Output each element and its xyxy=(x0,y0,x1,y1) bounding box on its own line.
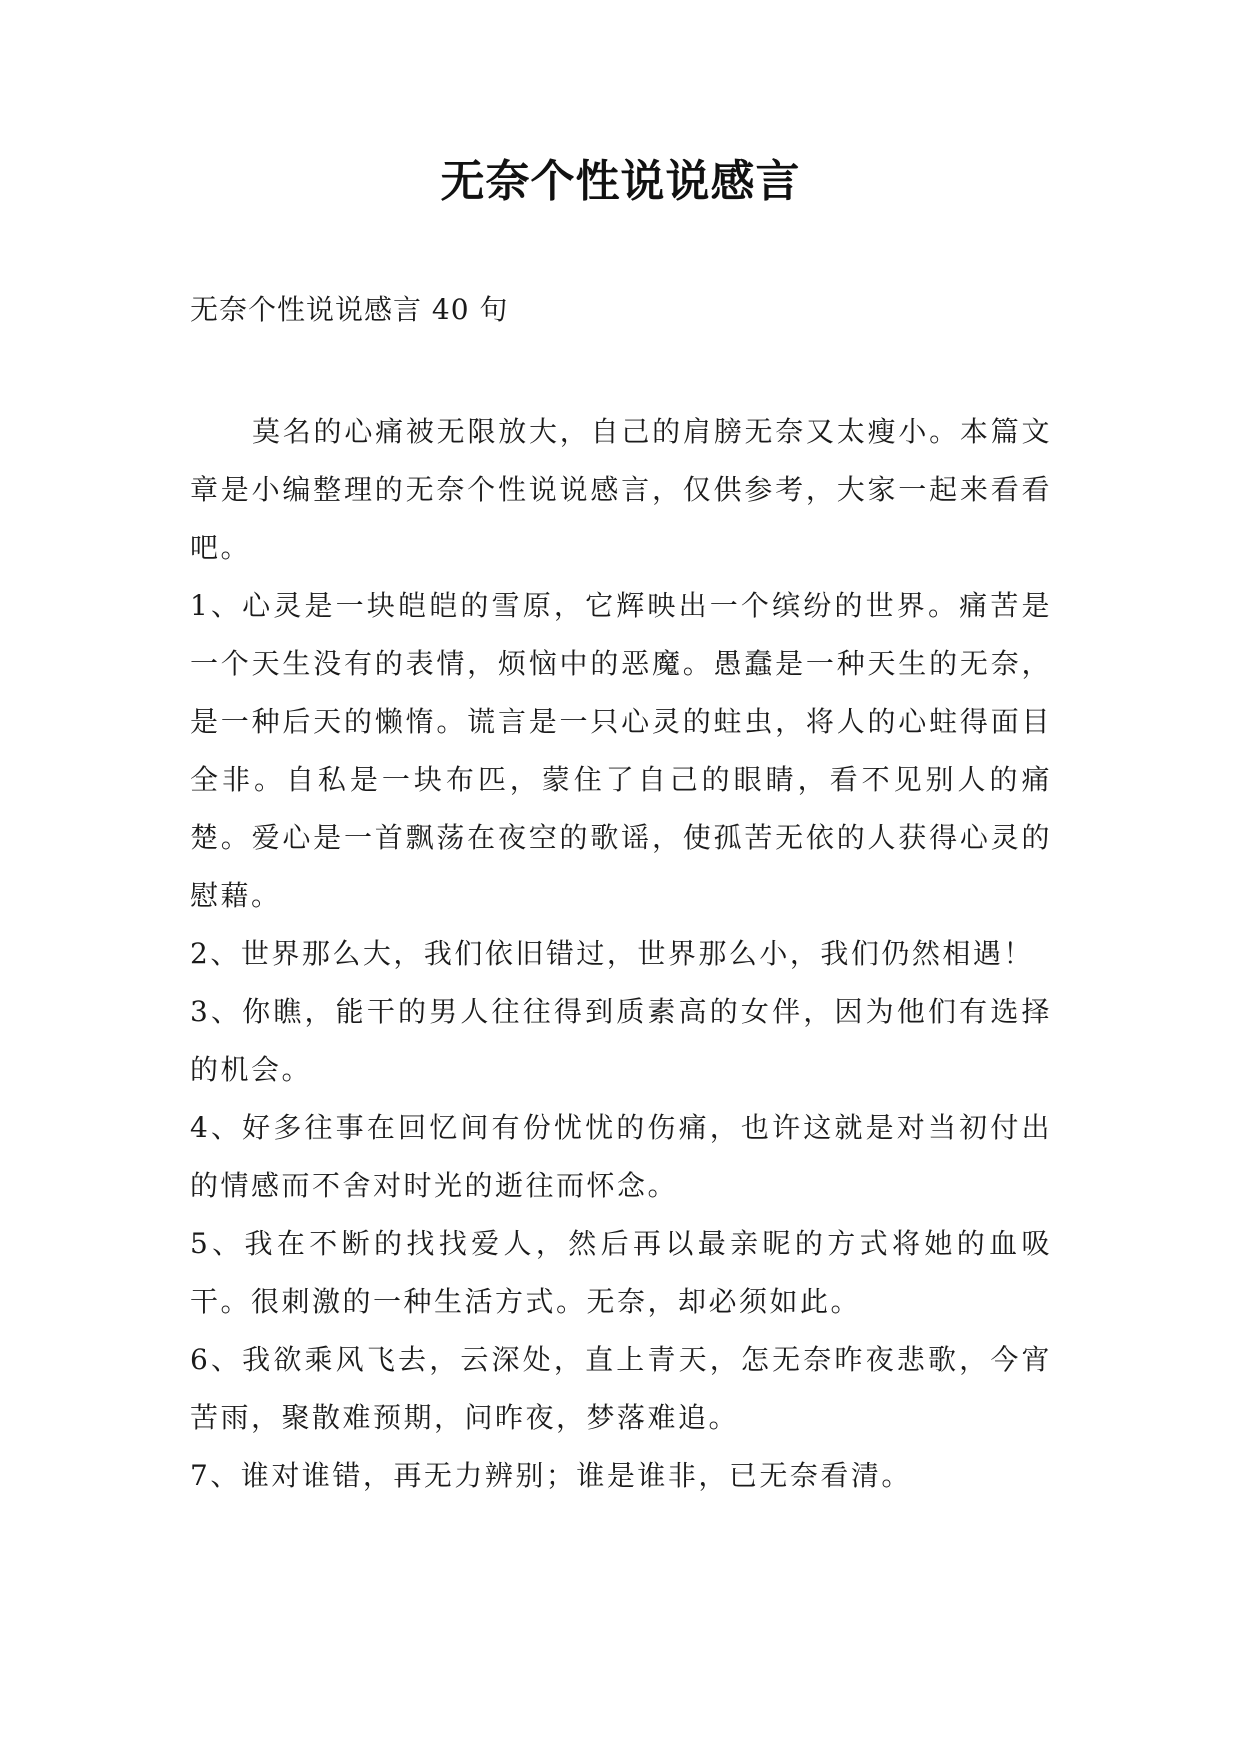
intro-paragraph: 莫名的心痛被无限放大，自己的肩膀无奈又太瘦小。本篇文章是小编整理的无奈个性说说感言，仅供参考，大家一起来看看吧。 xyxy=(190,415,1052,564)
list-item: 4、好多往事在回忆间有份忧忧的伤痛，也许这就是对当初付出的情感而不舍对时光的逝往而怀念。 xyxy=(190,1111,1052,1202)
list-item: 6、我欲乘风飞去，云深处，直上青天，怎无奈昨夜悲歌，今宵苦雨，聚散难预期，问昨夜，梦落难追。 xyxy=(190,1343,1052,1434)
list-item: 7、谁对谁错，再无力辨别；谁是谁非，已无奈看清。 xyxy=(190,1459,912,1492)
list-item: 5、我在不断的找找爱人，然后再以最亲昵的方式将她的血吸干。很刺激的一种生活方式。无奈，却必须如此。 xyxy=(190,1227,1052,1318)
document-subtitle: 无奈个性说说感言 40 句 xyxy=(190,293,509,326)
list-item: 2、世界那么大，我们依旧错过，世界那么小，我们仍然相遇！ xyxy=(190,937,1034,970)
document-title: 无奈个性说说感言 xyxy=(440,156,801,207)
document-body xyxy=(190,403,1052,1505)
list-item: 3、你瞧，能干的男人往往得到质素高的女伴，因为他们有选择的机会。 xyxy=(190,995,1052,1086)
list-item: 1、心灵是一块皑皑的雪原，它辉映出一个缤纷的世界。痛苦是一个天生没有的表情，烦恼中的恶魔。愚蠢是一种天生的无奈，是一种后天的懒惰。谎言是一只心灵的蛀虫，将人的心蛀得面目全非。自私是一块布匹，蒙住了自己的眼睛，看不见别人的痛楚。爱心是一首飘荡在夜空的歌谣，使孤苦无依的人获得心灵的慰藉。 xyxy=(190,589,1052,912)
